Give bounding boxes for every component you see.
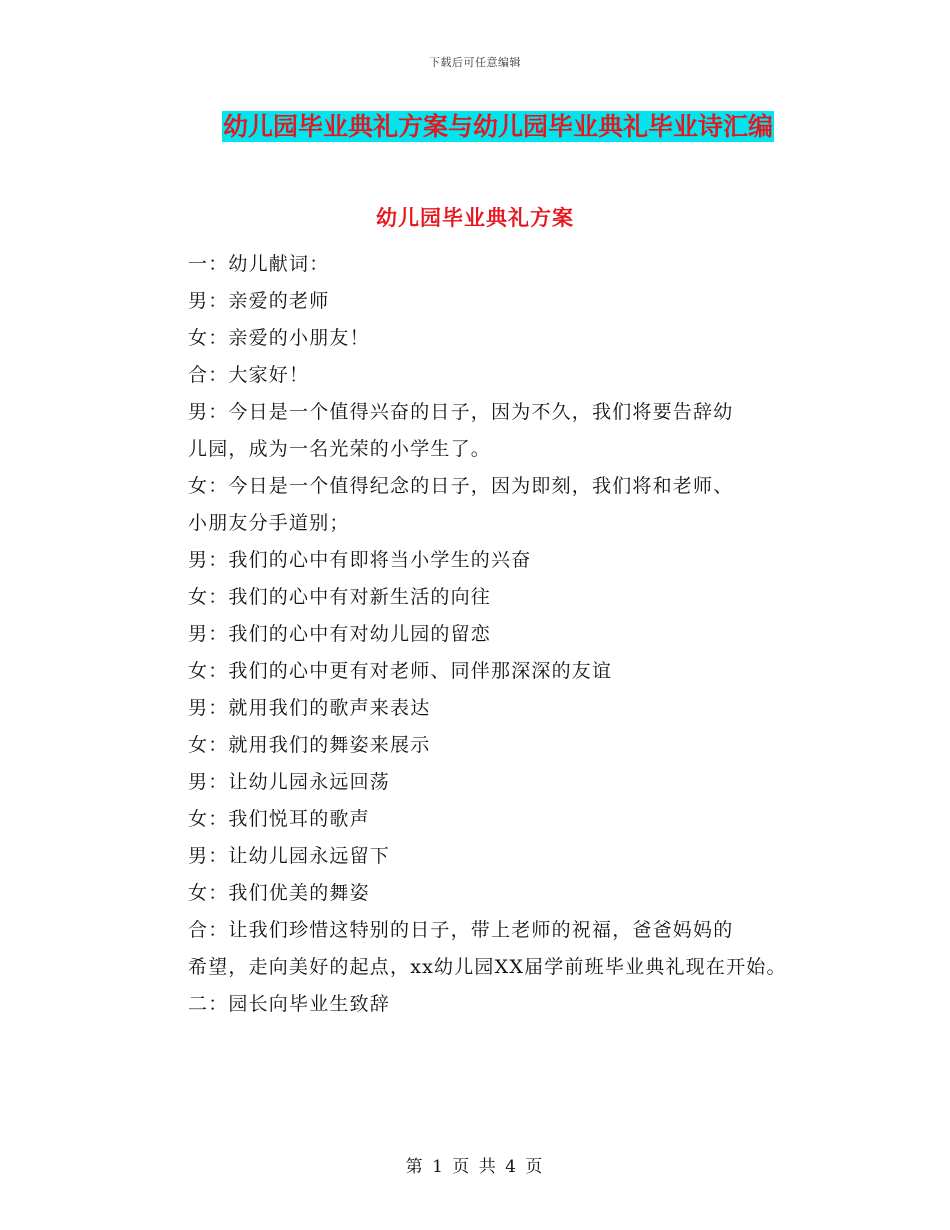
page-footer: 第 1 页 共 4 页 (405, 1157, 545, 1177)
body-line: 女：我们优美的舞姿 (188, 882, 370, 904)
body-line: 男：亲爱的老师 (188, 290, 330, 312)
body-line: 女：我们的心中更有对老师、同伴那深深的友谊 (188, 660, 613, 682)
body-line: 男：就用我们的歌声来表达 (188, 697, 431, 719)
body-line: 女：今日是一个值得纪念的日子，因为即刻，我们将和老师、 (188, 475, 734, 497)
body-line: 男：我们的心中有即将当小学生的兴奋 (188, 549, 532, 571)
body-line: 合：大家好！ (188, 364, 310, 386)
body-line: 女：我们悦耳的歌声 (188, 808, 370, 830)
body-line: 希望，走向美好的起点，xx幼儿园XX届学前班毕业典礼现在开始。 (188, 956, 787, 978)
body-line: 女：就用我们的舞姿来展示 (188, 734, 431, 756)
header-note: 下载后可任意编辑 (429, 56, 521, 69)
body-line: 男：今日是一个值得兴奋的日子，因为不久，我们将要告辞幼 (188, 401, 734, 423)
document-title-text: 幼儿园毕业典礼方案与幼儿园毕业典礼毕业诗汇编 (222, 112, 773, 141)
section-title: 幼儿园毕业典礼方案 (376, 206, 574, 230)
body-line: 男：让幼儿园永远回荡 (188, 771, 391, 793)
body-line: 男：我们的心中有对幼儿园的留恋 (188, 623, 492, 645)
body-line: 二：园长向毕业生致辞 (188, 993, 391, 1015)
body-line: 女：我们的心中有对新生活的向往 (188, 586, 492, 608)
body-line: 合：让我们珍惜这特别的日子，带上老师的祝福，爸爸妈妈的 (188, 919, 734, 941)
body-line: 女：亲爱的小朋友！ (188, 327, 370, 349)
body-line: 儿园，成为一名光荣的小学生了。 (188, 438, 492, 460)
body-line: 一：幼儿献词： (188, 253, 330, 275)
body-text (188, 246, 848, 1023)
body-line: 男：让幼儿园永远留下 (188, 845, 391, 867)
document-title (0, 111, 950, 143)
body-line: 小朋友分手道别； (188, 512, 350, 534)
